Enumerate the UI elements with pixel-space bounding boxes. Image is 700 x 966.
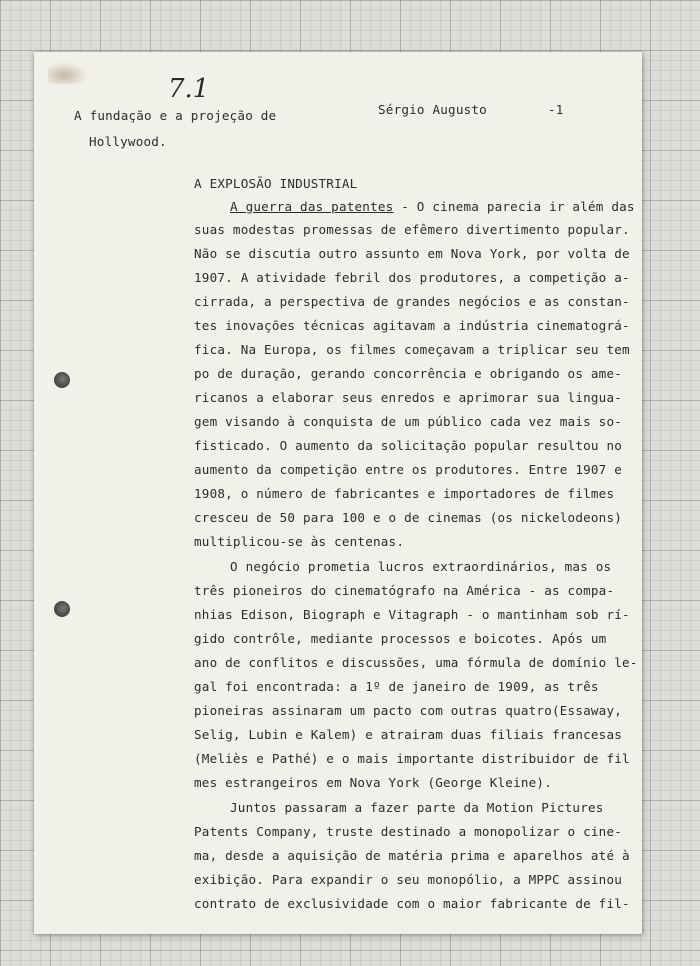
ink-smudge [48,62,88,84]
body-line-4: 1907. A atividade febril dos produtores, a competição a- [194,270,630,285]
body-line-20: ano de conflitos e discussões, uma fórmula de domínio le- [194,655,638,670]
body-line-11: fisticado. O aumento da solicitação popular resultou no [194,438,623,453]
page-number: -1 [548,102,564,117]
body-line-24: (Meliès e Pathé) e o mais importante distribuidor de fil [194,751,630,766]
body-line-22: pioneiras assinaram um pacto com outras quatro(Essaway, [194,703,623,718]
section-heading: A EXPLOSÃO INDUSTRIAL [194,176,358,191]
body-line-10: gem visando à conquista de um público cada vez mais so- [194,414,623,429]
body-line-17: três pioneiros do cinematógrafo na América - as compa- [194,583,615,598]
body-line-25: mes estrangeiros em Nova York (George Kleine). [194,775,552,790]
body-line-28: ma, desde a aquisição de matéria prima e aparelhos até à [194,848,630,863]
body-line-15: multiplicou-se às centenas. [194,534,405,549]
document-title-line1: A fundação e a projeção de [74,108,277,123]
body-line-2: suas modestas promessas de efêmero divertimento popular. [194,222,630,237]
body-line-9: ricanos a elaborar seus enredos e aprimorar sua lingua- [194,390,623,405]
body-line-7: fica. Na Europa, os filmes começavam a triplicar seu tem [194,342,630,357]
punch-hole-top [54,372,70,388]
document-title-line2: Hollywood. [89,134,167,149]
body-line-8: po de duração, gerando concorrência e obrigando os ame- [194,366,623,381]
handwritten-note: 7.1 [168,74,210,104]
body-line-1: A guerra das patentes - O cinema parecia ir além das [230,199,635,214]
body-line-18: nhias Edison, Biograph e Vitagraph - o mantinham sob rí- [194,607,630,622]
body-line-30: contrato de exclusividade com o maior fabricante de fil- [194,896,630,911]
body-line-5: cirrada, a perspectiva de grandes negócios e as constan- [194,294,630,309]
subheading: A guerra das patentes [230,199,394,214]
body-line-29: exibição. Para expandir o seu monopólio, a MPPC assinou [194,872,623,887]
body-line-27: Patents Company, truste destinado a monopolizar o cine- [194,824,623,839]
body-line-12: aumento da competição entre os produtores. Entre 1907 e [194,462,623,477]
body-line-21: gal foi encontrada: a 1º de janeiro de 1909, as três [194,679,599,694]
body-line-19: gido contrôle, mediante processos e boicotes. Após um [194,631,607,646]
body-line-3: Não se discutia outro assunto em Nova York, por volta de [194,246,630,261]
body-line-26: Juntos passaram a fazer parte da Motion Pictures [230,800,604,815]
author-name: Sérgio Augusto [378,102,487,117]
body-line-23: Selig, Lubin e Kalem) e atrairam duas filiais francesas [194,727,623,742]
body-line-14: cresceu de 50 para 100 e o de cinemas (os nickelodeons) [194,510,623,525]
punch-hole-bottom [54,601,70,617]
body-line-16: O negócio prometia lucros extraordinários, mas os [230,559,612,574]
body-line-13: 1908, o número de fabricantes e importadores de filmes [194,486,615,501]
body-line-6: tes inovações técnicas agitavam a indústria cinematográ- [194,318,630,333]
